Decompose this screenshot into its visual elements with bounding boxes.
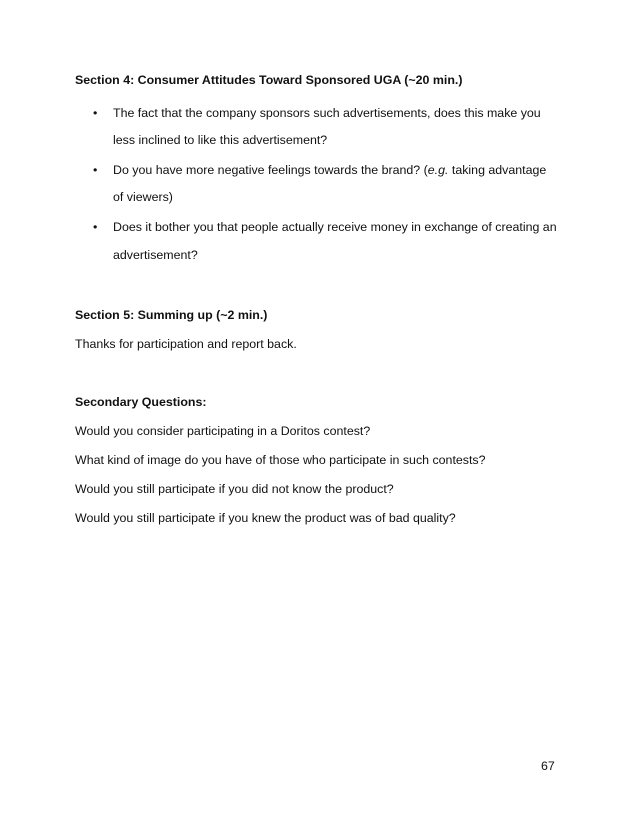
secondary-question-1: Would you consider participating in a Doritos contest? bbox=[75, 424, 371, 438]
bullet-symbol: • bbox=[93, 163, 98, 177]
bullet-3-line-2: advertisement? bbox=[113, 248, 198, 262]
bullet-2-italic-text: e.g. bbox=[427, 163, 449, 177]
bullet-1-line-1: The fact that the company sponsors such advertisements, does this make you bbox=[113, 106, 541, 120]
section-4-heading: Section 4: Consumer Attitudes Toward Sponsored UGA (~20 min.) bbox=[75, 73, 463, 87]
secondary-questions-heading: Secondary Questions: bbox=[75, 395, 207, 409]
page-number: 67 bbox=[541, 759, 555, 773]
section-5-heading: Section 5: Summing up (~2 min.) bbox=[75, 308, 268, 322]
bullet-2-text-before: Do you have more negative feelings towards the brand? ( bbox=[113, 163, 428, 177]
secondary-question-3: Would you still participate if you did not know the product? bbox=[75, 482, 394, 496]
bullet-symbol: • bbox=[93, 220, 98, 234]
secondary-question-4: Would you still participate if you knew the product was of bad quality? bbox=[75, 511, 456, 525]
bullet-2-line-2: of viewers) bbox=[113, 190, 173, 204]
section-5-text: Thanks for participation and report back. bbox=[75, 337, 297, 351]
bullet-1-line-2: less inclined to like this advertisement? bbox=[113, 133, 328, 147]
bullet-2-line-1 bbox=[113, 163, 546, 177]
bullet-symbol: • bbox=[93, 106, 98, 120]
bullet-3-line-1: Does it bother you that people actually receive money in exchange of creating an bbox=[113, 220, 557, 234]
secondary-question-2: What kind of image do you have of those who participate in such contests? bbox=[75, 453, 486, 467]
bullet-2-text-after: taking advantage bbox=[448, 163, 547, 177]
